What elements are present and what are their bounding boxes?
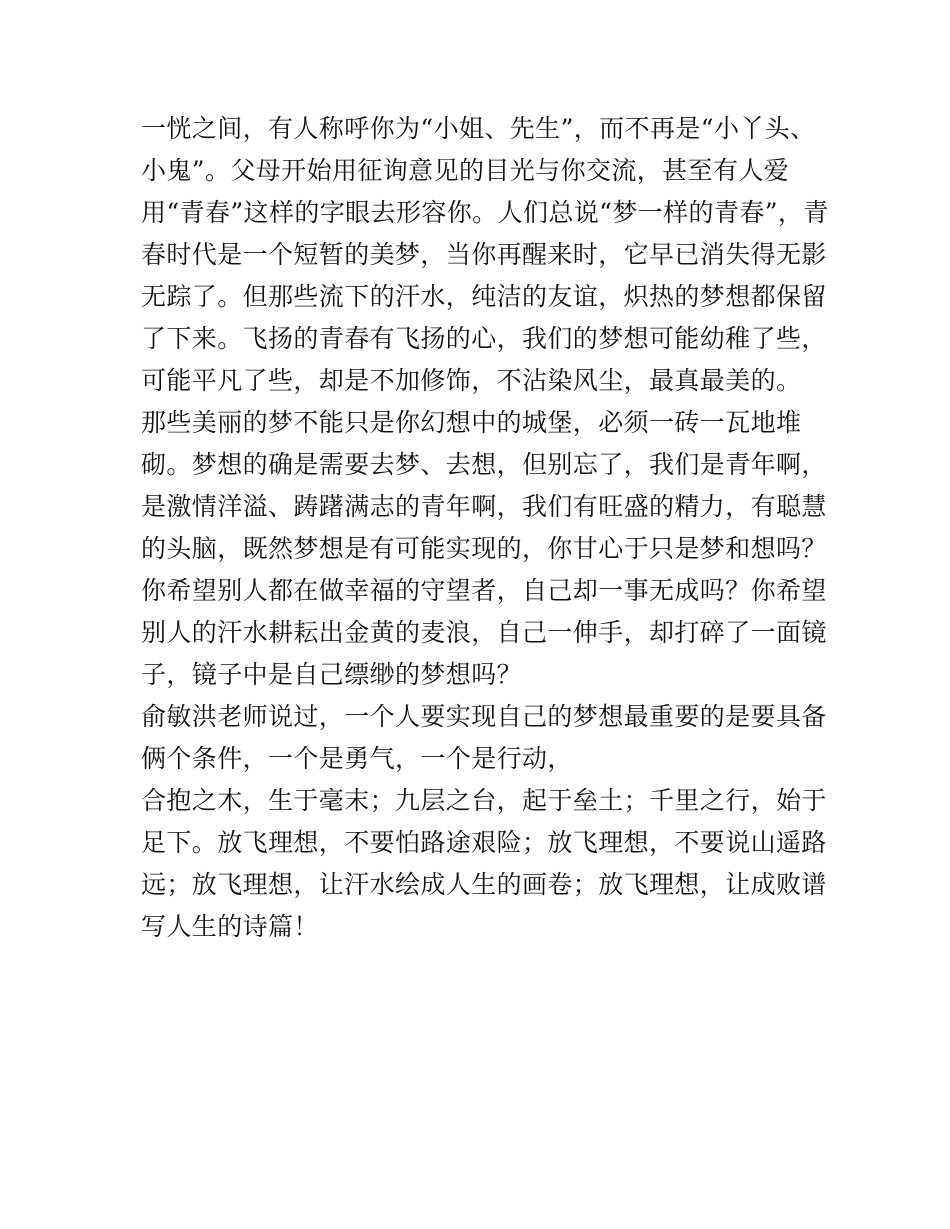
text-line: 子，镜子中是自己缥缈的梦想吗？: [141, 660, 523, 689]
text-line: 俞敏洪老师说过，一个人要实现自己的梦想最重要的是要具备: [141, 702, 827, 731]
text-line: 俩个条件，一个是勇气，一个是行动，: [141, 744, 573, 773]
text-line: 的头脑，既然梦想是有可能实现的，你甘心于只是梦和想吗？: [141, 534, 827, 563]
text-line: 远；放飞理想，让汗水绘成人生的画卷；放飞理想，让成败谱: [141, 870, 827, 899]
text-line: 合抱之木，生于毫末；九层之台，起于垒土；千里之行，始于: [141, 786, 827, 815]
text-line: 你希望别人都在做幸福的守望者，自己却一事无成吗？你希望: [141, 576, 827, 605]
text-line: 小鬼”。父母开始用征询意见的目光与你交流，甚至有人爱: [141, 156, 790, 185]
text-line: 用“青春”这样的字眼去形容你。人们总说“梦一样的青春”，青: [141, 198, 829, 227]
text-line: 别人的汗水耕耘出金黄的麦浪，自己一伸手，却打碎了一面镜: [141, 618, 827, 647]
text-line: 是激情洋溢、踌躇满志的青年啊，我们有旺盛的精力，有聪慧: [141, 492, 827, 521]
text-line: 可能平凡了些，却是不加修饰，不沾染风尘，最真最美的。: [141, 366, 802, 395]
text-line: 无踪了。但那些流下的汗水，纯洁的友谊，炽热的梦想都保留: [141, 282, 827, 311]
text-line: 了下来。飞扬的青春有飞扬的心，我们的梦想可能幼稚了些，: [141, 324, 827, 353]
text-line: 那些美丽的梦不能只是你幻想中的城堡，必须一砖一瓦地堆: [141, 408, 802, 437]
text-line: 一恍之间，有人称呼你为“小姐、先生”，而不再是“小丫头、: [141, 114, 816, 143]
text-line: 写人生的诗篇！: [141, 912, 319, 941]
text-line: 春时代是一个短暂的美梦，当你再醒来时，它早已消失得无影: [141, 240, 827, 269]
text-line: 砌。梦想的确是需要去梦、去想，但别忘了，我们是青年啊，: [141, 450, 827, 479]
text-line: 足下。放飞理想，不要怕路途艰险；放飞理想，不要说山遥路: [141, 828, 827, 857]
